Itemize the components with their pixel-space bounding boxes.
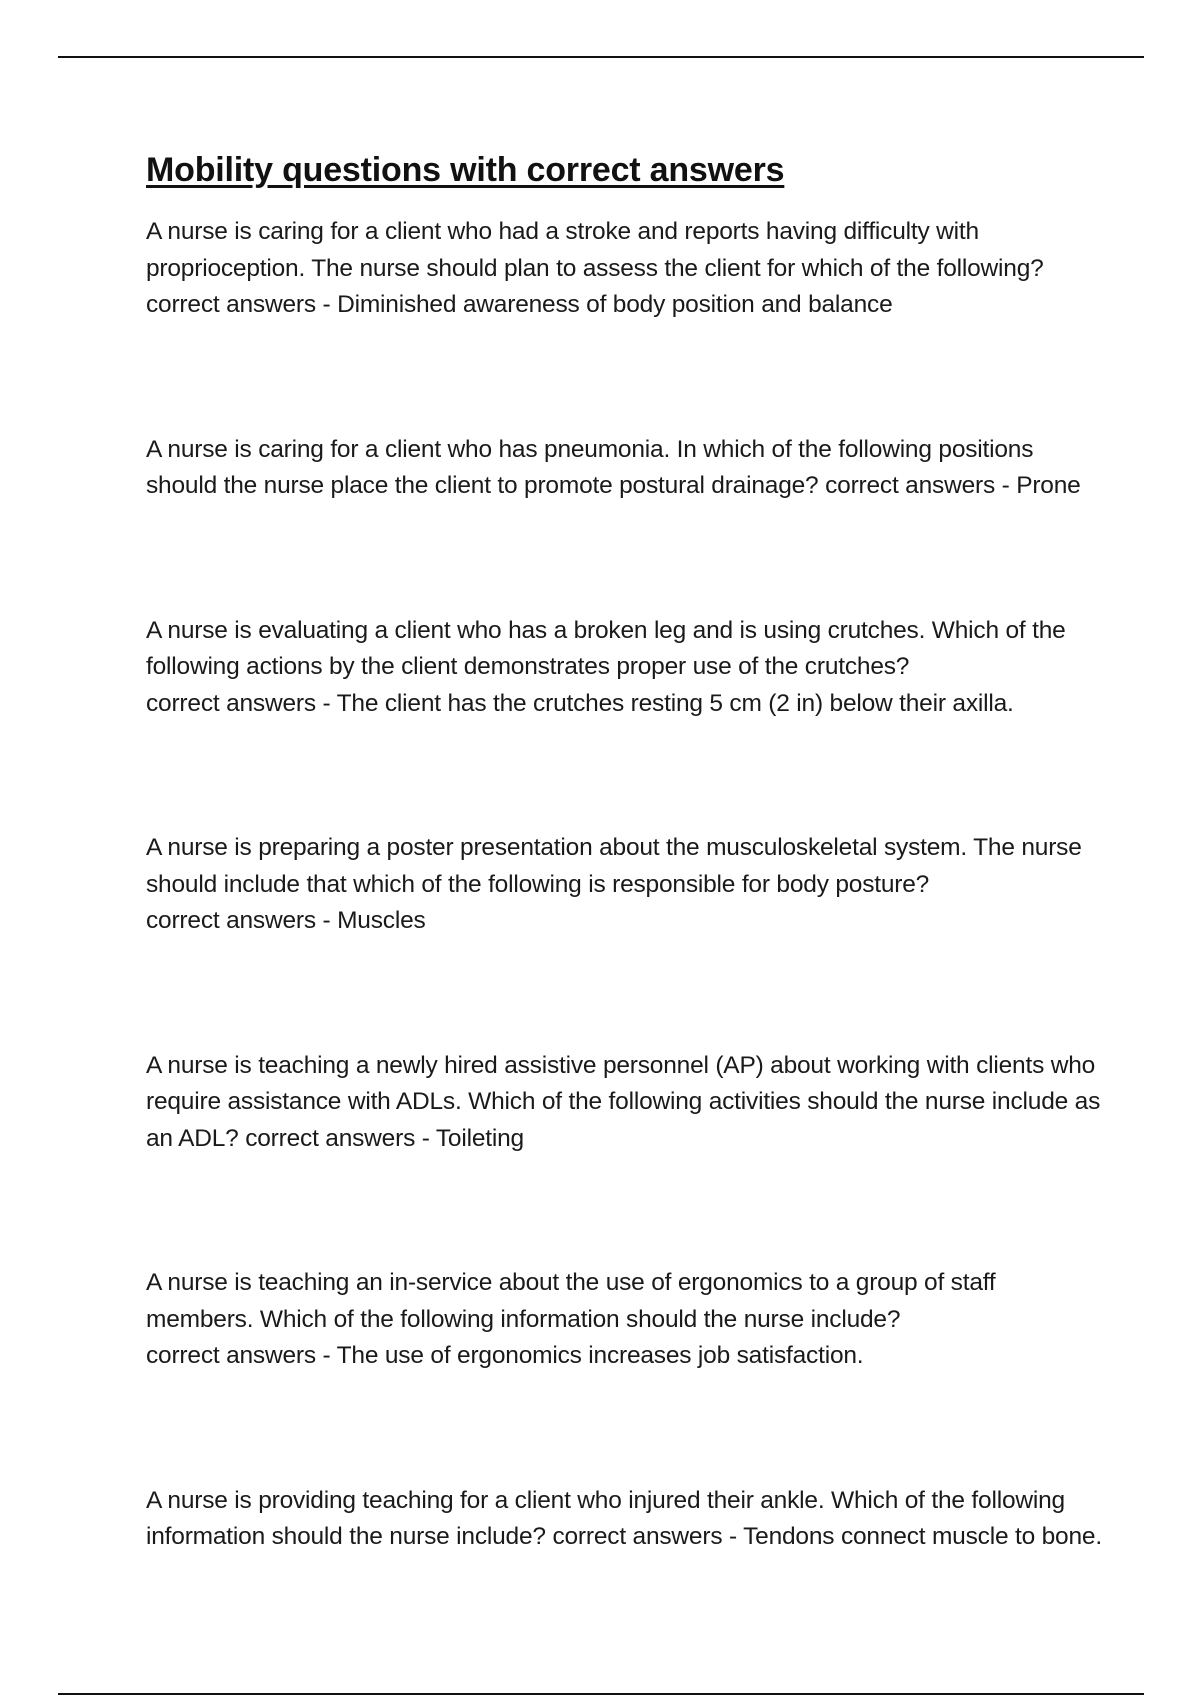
question-text: A nurse is preparing a poster presentation about the musculoskeletal system. The nurse should include that which of the following is responsible for body posture?	[146, 834, 1082, 898]
qa-item	[146, 214, 1106, 324]
qa-item	[146, 1483, 1106, 1556]
answer-text: Prone	[1016, 472, 1081, 499]
qa-item	[146, 613, 1106, 723]
answer-marker: correct answers -	[245, 1124, 436, 1152]
answer-text: Muscles	[337, 907, 426, 934]
qa-item	[146, 1048, 1106, 1158]
answer-marker: correct answers -	[146, 1342, 337, 1369]
question-text: A nurse is evaluating a client who has a broken leg and is using crutches. Which of the following actions by the client demonstrates proper use of the crutches?	[146, 616, 1066, 680]
question-text: A nurse is teaching a newly hired assistive personnel (AP) about working with clients who require assistance with ADLs. Which of the following activities should the nurse include as an ADL?	[146, 1051, 1101, 1152]
question-text: A nurse is caring for a client who had a stroke and reports having difficulty with proprioception. The nurse should plan to assess the client for which of the following?	[146, 218, 1044, 282]
answer-marker: correct answers -	[146, 689, 337, 717]
answer-text: Diminished awareness of body position and balance	[337, 291, 893, 318]
document-body	[146, 146, 1106, 1664]
qa-item	[146, 1265, 1106, 1375]
answer-marker: correct answers -	[825, 472, 1017, 499]
answer-marker: correct answers -	[146, 907, 338, 934]
answer-marker: correct answers -	[146, 291, 338, 318]
qa-item	[146, 830, 1106, 940]
bottom-rule	[58, 1693, 1144, 1695]
answer-text: Tendons connect muscle to bone.	[743, 1523, 1102, 1550]
answer-text: The client has the crutches resting 5 cm (2 in) below their axilla.	[336, 689, 1014, 717]
answer-text: Toileting	[435, 1124, 524, 1152]
qa-item	[146, 432, 1106, 505]
answer-text: The use of ergonomics increases job satisfaction.	[336, 1342, 864, 1369]
question-text: A nurse is teaching an in-service about the use of ergonomics to a group of staff members. Which of the following information should the nurse include?	[146, 1269, 996, 1333]
answer-marker: correct answers -	[552, 1523, 744, 1550]
question-text: A nurse is caring for a client who has pneumonia. In which of the following positions should the nurse place the client to promote postural drainage?	[146, 435, 1034, 499]
question-text: A nurse is providing teaching for a client who injured their ankle. Which of the following information should the nurse include?	[146, 1486, 1065, 1550]
top-rule	[58, 56, 1144, 58]
page-title: Mobility questions with correct answers	[146, 151, 785, 189]
